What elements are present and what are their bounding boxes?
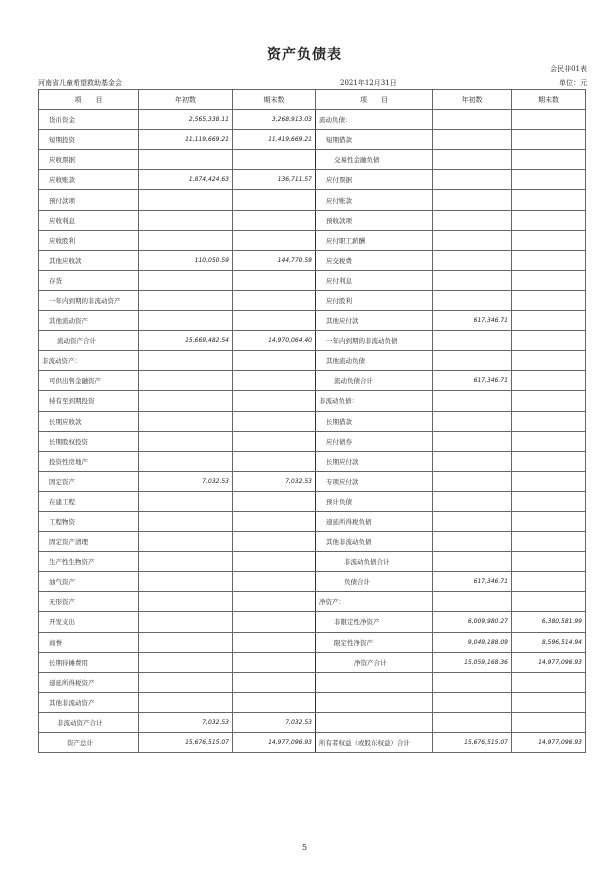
right-opening-value [433,250,512,270]
right-item-label: 非流动负债合计 [316,552,433,572]
right-item-label: 限定性净资产 [316,632,433,652]
left-item-label: 流动资产合计 [39,331,139,351]
right-closing-value [512,170,586,190]
right-item-label: 应付票据 [316,170,433,190]
left-item-label: 应收账款 [39,170,139,190]
left-closing-value: 7,032.53 [233,471,316,491]
left-closing-value [233,411,316,431]
table-row [39,733,586,753]
left-closing-value [233,692,316,712]
table-row [39,290,586,310]
right-item-label: 长期应付款 [316,451,433,471]
left-item-label: 应收票据 [39,150,139,170]
right-item-label: 其他应付款 [316,311,433,331]
right-opening-value [433,672,512,692]
right-opening-value: 6,009,980.27 [433,612,512,632]
left-closing-value [233,391,316,411]
table-row [39,672,586,692]
right-item-label: 交易性金融负债 [316,150,433,170]
table-row [39,712,586,732]
right-closing-value [512,250,586,270]
right-opening-value [433,230,512,250]
left-opening-value [139,532,233,552]
left-opening-value: 7,032.53 [139,471,233,491]
table-row [39,471,586,491]
left-item-label: 持有至到期投资 [39,391,139,411]
left-opening-value [139,632,233,652]
right-closing-value [512,712,586,732]
left-item-label: 应收股利 [39,230,139,250]
left-opening-value: 2,565,338.11 [139,110,233,130]
left-item-label: 油气资产 [39,572,139,592]
right-closing-value: 6,380,581.99 [512,612,586,632]
left-closing-value [233,572,316,592]
table-row [39,311,586,331]
left-opening-value [139,692,233,712]
right-item-label: 短期借款 [316,130,433,150]
right-item-label: 应付账款 [316,190,433,210]
right-closing-value [512,190,586,210]
right-opening-value [433,210,512,230]
left-opening-value: 11,119,669.21 [139,130,233,150]
right-opening-value: 617,346.71 [433,371,512,391]
table-row [39,552,586,572]
table-header-row [39,90,586,110]
table-row [39,270,586,290]
left-opening-value [139,652,233,672]
left-item-label: 固定资产清理 [39,532,139,552]
left-opening-value [139,572,233,592]
left-opening-value [139,431,233,451]
right-closing-value [512,270,586,290]
left-item-label: 其他非流动资产 [39,692,139,712]
left-opening-value [139,351,233,371]
table-row [39,250,586,270]
table-row [39,351,586,371]
table-row [39,511,586,531]
right-opening-value: 15,676,515.07 [433,733,512,753]
right-opening-value [433,712,512,732]
left-item-label: 非流动资产合计 [39,712,139,732]
left-item-label: 其他应收款 [39,250,139,270]
right-closing-value [512,130,586,150]
table-row [39,130,586,150]
left-closing-value [233,552,316,572]
left-opening-value [139,371,233,391]
left-item-label: 无形资产 [39,592,139,612]
right-item-label: 预收款项 [316,210,433,230]
right-opening-value [433,532,512,552]
table-row [39,190,586,210]
left-opening-value [139,290,233,310]
left-item-label: 投资性房地产 [39,451,139,471]
left-closing-value: 3,268,913.03 [233,110,316,130]
right-opening-value [433,270,512,290]
right-item-label: 应付职工薪酬 [316,230,433,250]
left-closing-value [233,351,316,371]
left-item-label: 长期待摊费用 [39,652,139,672]
table-row [39,652,586,672]
table-row [39,612,586,632]
left-opening-value [139,190,233,210]
left-item-label: 在建工程 [39,491,139,511]
left-closing-value [233,190,316,210]
left-item-label: 应收利息 [39,210,139,230]
left-item-label: 生产性生物资产 [39,552,139,572]
right-opening-value [433,471,512,491]
left-opening-value [139,491,233,511]
balance-sheet-table [38,89,586,753]
right-item-label: 流动负债： [316,110,433,130]
left-opening-value [139,411,233,431]
right-opening-value [433,170,512,190]
right-opening-value [433,451,512,471]
right-closing-value [512,311,586,331]
left-closing-value [233,230,316,250]
right-closing-value [512,511,586,531]
right-closing-value [512,692,586,712]
table-row [39,592,586,612]
left-item-label: 工程物资 [39,511,139,531]
table-row [39,230,586,250]
left-opening-value: 15,669,482.54 [139,331,233,351]
left-opening-value: 110,050.59 [139,250,233,270]
table-row [39,391,586,411]
right-closing-value [512,150,586,170]
report-date: 2021年12月31日 [340,79,397,87]
page-title: 资产负债表 [267,47,342,63]
table-row [39,451,586,471]
left-closing-value [233,532,316,552]
left-opening-value: 1,874,424.63 [139,170,233,190]
right-closing-value [512,230,586,250]
right-closing-value [512,552,586,572]
left-item-label: 一年内到期的非流动资产 [39,290,139,310]
header-item-right: 项 目 [316,90,433,110]
right-opening-value [433,150,512,170]
right-item-label: 预计负债 [316,491,433,511]
left-item-label: 短期投资 [39,130,139,150]
right-item-label: 长期借款 [316,411,433,431]
left-item-label: 其他流动资产 [39,311,139,331]
left-opening-value: 15,676,515.07 [139,733,233,753]
organization-name: 河南省儿童希望救助基金会 [38,79,122,87]
left-opening-value [139,511,233,531]
left-closing-value [233,270,316,290]
left-item-label: 非流动资产： [39,351,139,371]
right-item-label: 非限定性净资产 [316,612,433,632]
table-row [39,110,586,130]
right-closing-value [512,411,586,431]
right-opening-value [433,552,512,572]
table-row [39,210,586,230]
left-opening-value: 7,032.53 [139,712,233,732]
left-item-label: 存货 [39,270,139,290]
left-closing-value: 14,977,096.93 [233,733,316,753]
right-closing-value: 14,977,096.93 [512,733,586,753]
right-opening-value [433,290,512,310]
left-item-label: 可供出售金融资产 [39,371,139,391]
right-closing-value [512,110,586,130]
table-row [39,491,586,511]
right-item-label: 非流动负债： [316,391,433,411]
right-closing-value [512,371,586,391]
left-closing-value [233,672,316,692]
right-opening-value: 617,346.71 [433,311,512,331]
right-item-label: 一年内到期的非流动负债 [316,331,433,351]
left-closing-value [233,592,316,612]
right-closing-value [512,532,586,552]
left-closing-value [233,632,316,652]
right-item-label: 应付利息 [316,270,433,290]
header-closing-right: 期末数 [512,90,586,110]
left-opening-value [139,311,233,331]
left-closing-value [233,652,316,672]
right-item-label: 应交税费 [316,250,433,270]
left-closing-value: 14,970,064.40 [233,331,316,351]
right-closing-value [512,391,586,411]
left-opening-value [139,672,233,692]
table-row [39,170,586,190]
left-closing-value [233,371,316,391]
right-closing-value [512,471,586,491]
right-closing-value [512,351,586,371]
table-row [39,692,586,712]
right-opening-value [433,692,512,712]
right-item-label: 净资产合计 [316,652,433,672]
right-closing-value: 14,977,096.93 [512,652,586,672]
table-body [39,110,586,753]
left-opening-value [139,210,233,230]
right-opening-value [433,331,512,351]
left-opening-value [139,230,233,250]
left-closing-value [233,290,316,310]
left-item-label: 预付款项 [39,190,139,210]
right-opening-value [433,391,512,411]
right-item-label: 应付股利 [316,290,433,310]
left-closing-value: 7,032.53 [233,712,316,732]
table-row [39,150,586,170]
left-opening-value [139,592,233,612]
left-opening-value [139,270,233,290]
right-opening-value [433,431,512,451]
right-item-label: 应付债券 [316,431,433,451]
left-closing-value [233,210,316,230]
right-item-label [316,692,433,712]
table-row [39,532,586,552]
right-opening-value [433,351,512,371]
right-opening-value [433,592,512,612]
left-item-label: 长期股权投资 [39,431,139,451]
right-opening-value [433,110,512,130]
left-item-label: 开发支出 [39,612,139,632]
right-closing-value [512,331,586,351]
left-closing-value [233,451,316,471]
right-closing-value [512,451,586,471]
right-item-label: 所有者权益（或股东权益）合计 [316,733,433,753]
header-opening-right: 年初数 [433,90,512,110]
left-opening-value [139,552,233,572]
right-opening-value [433,411,512,431]
right-item-label: 递延所得税负债 [316,511,433,531]
table-row [39,632,586,652]
right-closing-value [512,431,586,451]
page-number: 5 [301,843,308,852]
table-row [39,572,586,592]
header-item-left: 项 目 [39,90,139,110]
table-row [39,371,586,391]
right-opening-value [433,130,512,150]
left-closing-value: 144,770.59 [233,250,316,270]
right-closing-value [512,672,586,692]
right-closing-value [512,572,586,592]
right-item-label: 专项应付款 [316,471,433,491]
left-item-label: 货币资金 [39,110,139,130]
right-item-label: 流动负债合计 [316,371,433,391]
left-closing-value [233,491,316,511]
left-opening-value [139,391,233,411]
table-row [39,431,586,451]
left-closing-value [233,150,316,170]
right-item-label: 负债合计 [316,572,433,592]
right-item-label: 净资产： [316,592,433,612]
right-item-label [316,672,433,692]
right-opening-value [433,190,512,210]
header-opening-left: 年初数 [139,90,233,110]
left-closing-value [233,431,316,451]
left-item-label: 长期应收款 [39,411,139,431]
header-closing-left: 期末数 [233,90,316,110]
right-item-label: 其他非流动负债 [316,532,433,552]
right-opening-value: 15,059,168.36 [433,652,512,672]
right-closing-value [512,290,586,310]
right-opening-value: 9,049,188.09 [433,632,512,652]
table-row [39,411,586,431]
left-item-label: 商誉 [39,632,139,652]
form-code: 会民非01表 [550,65,587,73]
left-item-label: 递延所得税资产 [39,672,139,692]
right-opening-value: 617,346.71 [433,572,512,592]
right-closing-value [512,210,586,230]
right-opening-value [433,491,512,511]
left-opening-value [139,451,233,471]
table-row [39,331,586,351]
left-opening-value [139,150,233,170]
left-closing-value [233,311,316,331]
right-opening-value [433,511,512,531]
left-closing-value: 11,419,669.21 [233,130,316,150]
left-closing-value [233,511,316,531]
right-item-label: 其他流动负债 [316,351,433,371]
right-item-label [316,712,433,732]
left-closing-value: 136,711.57 [233,170,316,190]
right-closing-value [512,491,586,511]
currency-unit: 单位：元 [559,79,587,87]
right-closing-value: 8,596,514.94 [512,632,586,652]
left-closing-value [233,612,316,632]
right-closing-value [512,592,586,612]
left-opening-value [139,612,233,632]
left-item-label: 固定资产 [39,471,139,491]
left-item-label: 资产总计 [39,733,139,753]
